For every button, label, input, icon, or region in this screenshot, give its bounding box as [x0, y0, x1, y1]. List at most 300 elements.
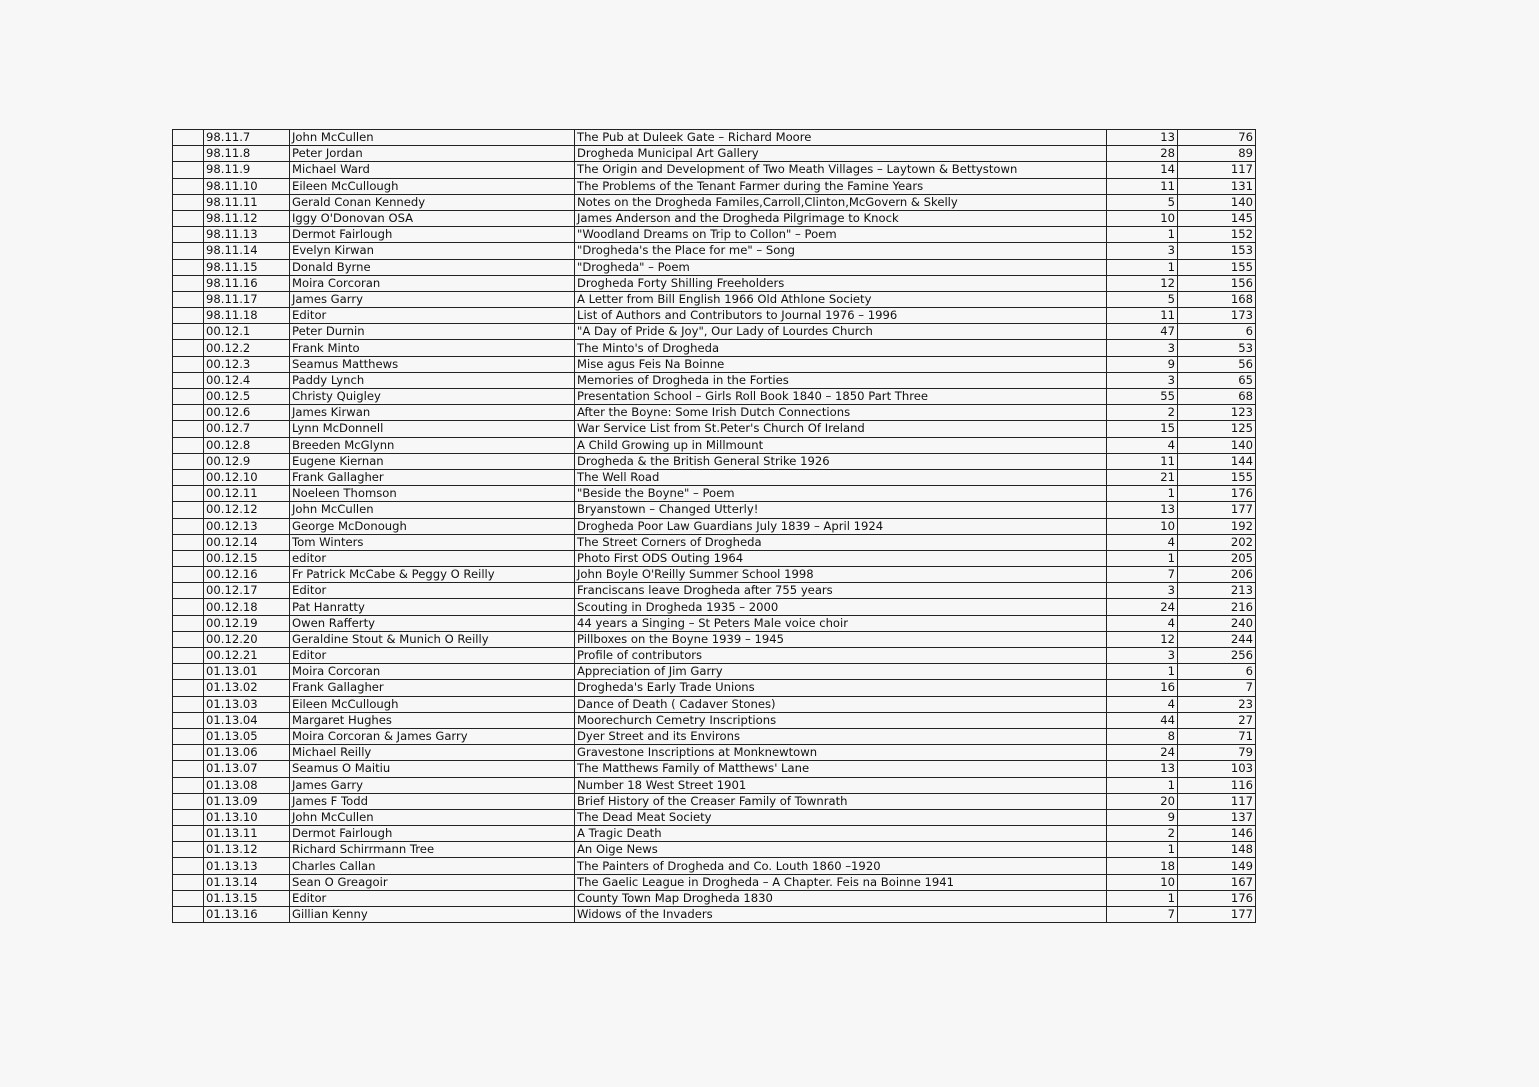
article-ref-cell: 98.11.15: [204, 259, 290, 275]
row-margin-cell: [173, 615, 204, 631]
table-row: [173, 275, 1256, 291]
start-page-cell: 149: [1178, 858, 1256, 874]
page-count-cell: 7: [1107, 907, 1178, 923]
start-page-cell: 176: [1178, 890, 1256, 906]
article-ref-cell: 01.13.05: [204, 728, 290, 744]
row-margin-cell: [173, 907, 204, 923]
author-cell: Evelyn Kirwan: [290, 243, 575, 259]
author-cell: Eileen McCullough: [290, 178, 575, 194]
table-row: [173, 615, 1256, 631]
article-title-cell: "Beside the Boyne" – Poem: [575, 486, 1107, 502]
start-page-cell: 176: [1178, 486, 1256, 502]
article-title-cell: Bryanstown – Changed Utterly!: [575, 502, 1107, 518]
author-cell: George McDonough: [290, 518, 575, 534]
author-cell: James Garry: [290, 777, 575, 793]
start-page-cell: 256: [1178, 648, 1256, 664]
article-title-cell: Pillboxes on the Boyne 1939 – 1945: [575, 631, 1107, 647]
row-margin-cell: [173, 162, 204, 178]
row-margin-cell: [173, 275, 204, 291]
article-ref-cell: 00.12.10: [204, 469, 290, 485]
article-ref-cell: 00.12.19: [204, 615, 290, 631]
author-cell: Editor: [290, 308, 575, 324]
article-ref-cell: 98.11.14: [204, 243, 290, 259]
author-cell: Gerald Conan Kennedy: [290, 194, 575, 210]
page-count-cell: 18: [1107, 858, 1178, 874]
table-row: [173, 745, 1256, 761]
page-count-cell: 16: [1107, 680, 1178, 696]
start-page-cell: 192: [1178, 518, 1256, 534]
author-cell: Noeleen Thomson: [290, 486, 575, 502]
row-margin-cell: [173, 874, 204, 890]
article-title-cell: The Origin and Development of Two Meath Villages – Laytown & Bettystown: [575, 162, 1107, 178]
page-count-cell: 1: [1107, 486, 1178, 502]
page-count-cell: 1: [1107, 550, 1178, 566]
author-cell: Frank Gallagher: [290, 680, 575, 696]
table-row: [173, 194, 1256, 210]
start-page-cell: 202: [1178, 534, 1256, 550]
article-title-cell: Photo First ODS Outing 1964: [575, 550, 1107, 566]
start-page-cell: 140: [1178, 437, 1256, 453]
article-title-cell: The Pub at Duleek Gate – Richard Moore: [575, 130, 1107, 146]
table-row: [173, 308, 1256, 324]
page-count-cell: 3: [1107, 372, 1178, 388]
table-row: [173, 631, 1256, 647]
article-ref-cell: 01.13.08: [204, 777, 290, 793]
row-margin-cell: [173, 809, 204, 825]
row-margin-cell: [173, 793, 204, 809]
page-count-cell: 2: [1107, 826, 1178, 842]
page-count-cell: 10: [1107, 518, 1178, 534]
article-ref-cell: 98.11.10: [204, 178, 290, 194]
article-title-cell: The Gaelic League in Drogheda – A Chapter. Feis na Boinne 1941: [575, 874, 1107, 890]
article-ref-cell: 01.13.11: [204, 826, 290, 842]
article-title-cell: A Tragic Death: [575, 826, 1107, 842]
row-margin-cell: [173, 518, 204, 534]
table-row: [173, 583, 1256, 599]
author-cell: Margaret Hughes: [290, 712, 575, 728]
article-title-cell: "Woodland Dreams on Trip to Collon" – Poem: [575, 227, 1107, 243]
page-count-cell: 13: [1107, 130, 1178, 146]
table-row: [173, 809, 1256, 825]
table-row: [173, 550, 1256, 566]
article-title-cell: The Problems of the Tenant Farmer during the Famine Years: [575, 178, 1107, 194]
table-row: [173, 874, 1256, 890]
row-margin-cell: [173, 890, 204, 906]
start-page-cell: 137: [1178, 809, 1256, 825]
article-title-cell: The Dead Meat Society: [575, 809, 1107, 825]
row-margin-cell: [173, 227, 204, 243]
author-cell: Seamus Matthews: [290, 356, 575, 372]
author-cell: Richard Schirrmann Tree: [290, 842, 575, 858]
start-page-cell: 144: [1178, 453, 1256, 469]
row-margin-cell: [173, 259, 204, 275]
article-ref-cell: 00.12.15: [204, 550, 290, 566]
article-title-cell: Memories of Drogheda in the Forties: [575, 372, 1107, 388]
author-cell: Tom Winters: [290, 534, 575, 550]
article-ref-cell: 00.12.6: [204, 405, 290, 421]
row-margin-cell: [173, 696, 204, 712]
table-row: [173, 146, 1256, 162]
row-margin-cell: [173, 194, 204, 210]
page-count-cell: 44: [1107, 712, 1178, 728]
row-margin-cell: [173, 405, 204, 421]
article-title-cell: List of Authors and Contributors to Journal 1976 – 1996: [575, 308, 1107, 324]
table-row: [173, 162, 1256, 178]
start-page-cell: 76: [1178, 130, 1256, 146]
page-count-cell: 2: [1107, 405, 1178, 421]
author-cell: Editor: [290, 583, 575, 599]
journal-index-table: [172, 129, 1256, 923]
page-count-cell: 5: [1107, 291, 1178, 307]
article-title-cell: Mise agus Feis Na Boinne: [575, 356, 1107, 372]
start-page-cell: 65: [1178, 372, 1256, 388]
table-row: [173, 421, 1256, 437]
author-cell: Seamus O Maitiu: [290, 761, 575, 777]
author-cell: Geraldine Stout & Munich O Reilly: [290, 631, 575, 647]
author-cell: James Kirwan: [290, 405, 575, 421]
article-ref-cell: 01.13.06: [204, 745, 290, 761]
start-page-cell: 125: [1178, 421, 1256, 437]
article-ref-cell: 00.12.11: [204, 486, 290, 502]
row-margin-cell: [173, 291, 204, 307]
article-ref-cell: 00.12.5: [204, 389, 290, 405]
article-ref-cell: 01.13.12: [204, 842, 290, 858]
page-count-cell: 9: [1107, 356, 1178, 372]
page-count-cell: 12: [1107, 631, 1178, 647]
row-margin-cell: [173, 130, 204, 146]
row-margin-cell: [173, 728, 204, 744]
start-page-cell: 206: [1178, 567, 1256, 583]
author-cell: Lynn McDonnell: [290, 421, 575, 437]
article-ref-cell: 00.12.14: [204, 534, 290, 550]
table-row: [173, 777, 1256, 793]
row-margin-cell: [173, 437, 204, 453]
author-cell: Dermot Fairlough: [290, 826, 575, 842]
article-title-cell: Appreciation of Jim Garry: [575, 664, 1107, 680]
author-cell: Sean O Greagoir: [290, 874, 575, 890]
row-margin-cell: [173, 664, 204, 680]
article-title-cell: Drogheda's Early Trade Unions: [575, 680, 1107, 696]
article-title-cell: The Street Corners of Drogheda: [575, 534, 1107, 550]
article-ref-cell: 01.13.01: [204, 664, 290, 680]
start-page-cell: 117: [1178, 793, 1256, 809]
article-title-cell: County Town Map Drogheda 1830: [575, 890, 1107, 906]
row-margin-cell: [173, 469, 204, 485]
start-page-cell: 155: [1178, 259, 1256, 275]
article-title-cell: Moorechurch Cemetry Inscriptions: [575, 712, 1107, 728]
row-margin-cell: [173, 858, 204, 874]
row-margin-cell: [173, 502, 204, 518]
start-page-cell: 117: [1178, 162, 1256, 178]
row-margin-cell: [173, 567, 204, 583]
start-page-cell: 89: [1178, 146, 1256, 162]
author-cell: Editor: [290, 890, 575, 906]
article-title-cell: The Matthews Family of Matthews' Lane: [575, 761, 1107, 777]
table-row: [173, 437, 1256, 453]
table-row: [173, 324, 1256, 340]
row-margin-cell: [173, 340, 204, 356]
article-title-cell: The Minto's of Drogheda: [575, 340, 1107, 356]
page-count-cell: 1: [1107, 664, 1178, 680]
article-title-cell: An Oige News: [575, 842, 1107, 858]
table-row: [173, 728, 1256, 744]
article-ref-cell: 01.13.16: [204, 907, 290, 923]
page-count-cell: 4: [1107, 615, 1178, 631]
page-count-cell: 13: [1107, 502, 1178, 518]
article-title-cell: Scouting in Drogheda 1935 – 2000: [575, 599, 1107, 615]
article-ref-cell: 00.12.20: [204, 631, 290, 647]
article-title-cell: A Child Growing up in Millmount: [575, 437, 1107, 453]
table-row: [173, 761, 1256, 777]
table-row: [173, 890, 1256, 906]
author-cell: Charles Callan: [290, 858, 575, 874]
page-count-cell: 12: [1107, 275, 1178, 291]
page-count-cell: 21: [1107, 469, 1178, 485]
author-cell: Moira Corcoran: [290, 664, 575, 680]
article-ref-cell: 00.12.4: [204, 372, 290, 388]
page-count-cell: 47: [1107, 324, 1178, 340]
table-row: [173, 826, 1256, 842]
article-ref-cell: 01.13.10: [204, 809, 290, 825]
table-row: [173, 502, 1256, 518]
table-row: [173, 599, 1256, 615]
article-title-cell: After the Boyne: Some Irish Dutch Connections: [575, 405, 1107, 421]
article-title-cell: James Anderson and the Drogheda Pilgrimage to Knock: [575, 210, 1107, 226]
author-cell: Eileen McCullough: [290, 696, 575, 712]
table-row: [173, 567, 1256, 583]
article-title-cell: Widows of the Invaders: [575, 907, 1107, 923]
start-page-cell: 155: [1178, 469, 1256, 485]
start-page-cell: 145: [1178, 210, 1256, 226]
row-margin-cell: [173, 583, 204, 599]
article-ref-cell: 98.11.17: [204, 291, 290, 307]
article-ref-cell: 00.12.9: [204, 453, 290, 469]
article-ref-cell: 01.13.03: [204, 696, 290, 712]
author-cell: Peter Durnin: [290, 324, 575, 340]
table-row: [173, 130, 1256, 146]
author-cell: John McCullen: [290, 502, 575, 518]
author-cell: Fr Patrick McCabe & Peggy O Reilly: [290, 567, 575, 583]
article-ref-cell: 00.12.12: [204, 502, 290, 518]
article-ref-cell: 98.11.13: [204, 227, 290, 243]
start-page-cell: 68: [1178, 389, 1256, 405]
article-title-cell: 44 years a Singing – St Peters Male voice choir: [575, 615, 1107, 631]
article-ref-cell: 00.12.13: [204, 518, 290, 534]
row-margin-cell: [173, 389, 204, 405]
author-cell: Iggy O'Donovan OSA: [290, 210, 575, 226]
start-page-cell: 205: [1178, 550, 1256, 566]
row-margin-cell: [173, 680, 204, 696]
article-title-cell: John Boyle O'Reilly Summer School 1998: [575, 567, 1107, 583]
start-page-cell: 156: [1178, 275, 1256, 291]
page-count-cell: 1: [1107, 777, 1178, 793]
author-cell: James Garry: [290, 291, 575, 307]
table-row: [173, 907, 1256, 923]
start-page-cell: 27: [1178, 712, 1256, 728]
row-margin-cell: [173, 308, 204, 324]
author-cell: Breeden McGlynn: [290, 437, 575, 453]
row-margin-cell: [173, 599, 204, 615]
author-cell: Eugene Kiernan: [290, 453, 575, 469]
author-cell: Editor: [290, 648, 575, 664]
table-row: [173, 842, 1256, 858]
page-count-cell: 7: [1107, 567, 1178, 583]
table-row: [173, 696, 1256, 712]
article-ref-cell: 00.12.1: [204, 324, 290, 340]
page-count-cell: 8: [1107, 728, 1178, 744]
start-page-cell: 213: [1178, 583, 1256, 599]
row-margin-cell: [173, 146, 204, 162]
table-row: [173, 372, 1256, 388]
table-row: [173, 712, 1256, 728]
row-margin-cell: [173, 826, 204, 842]
article-title-cell: Franciscans leave Drogheda after 755 years: [575, 583, 1107, 599]
author-cell: editor: [290, 550, 575, 566]
row-margin-cell: [173, 210, 204, 226]
page-count-cell: 9: [1107, 809, 1178, 825]
article-ref-cell: 01.13.15: [204, 890, 290, 906]
table-row: [173, 389, 1256, 405]
page-count-cell: 24: [1107, 599, 1178, 615]
page-count-cell: 1: [1107, 227, 1178, 243]
table-row: [173, 259, 1256, 275]
page-count-cell: 1: [1107, 259, 1178, 275]
table-row: [173, 243, 1256, 259]
article-ref-cell: 98.11.11: [204, 194, 290, 210]
article-ref-cell: 00.12.16: [204, 567, 290, 583]
start-page-cell: 152: [1178, 227, 1256, 243]
page-count-cell: 1: [1107, 842, 1178, 858]
article-title-cell: Drogheda & the British General Strike 1926: [575, 453, 1107, 469]
article-title-cell: A Letter from Bill English 1966 Old Athlone Society: [575, 291, 1107, 307]
row-margin-cell: [173, 453, 204, 469]
table-row: [173, 486, 1256, 502]
page-count-cell: 11: [1107, 308, 1178, 324]
row-margin-cell: [173, 712, 204, 728]
author-cell: Gillian Kenny: [290, 907, 575, 923]
author-cell: Frank Gallagher: [290, 469, 575, 485]
article-ref-cell: 00.12.7: [204, 421, 290, 437]
page-count-cell: 28: [1107, 146, 1178, 162]
start-page-cell: 103: [1178, 761, 1256, 777]
start-page-cell: 173: [1178, 308, 1256, 324]
start-page-cell: 7: [1178, 680, 1256, 696]
author-cell: Michael Reilly: [290, 745, 575, 761]
start-page-cell: 6: [1178, 664, 1256, 680]
article-ref-cell: 00.12.21: [204, 648, 290, 664]
start-page-cell: 177: [1178, 907, 1256, 923]
page-count-cell: 20: [1107, 793, 1178, 809]
article-ref-cell: 01.13.13: [204, 858, 290, 874]
row-margin-cell: [173, 777, 204, 793]
start-page-cell: 23: [1178, 696, 1256, 712]
author-cell: Pat Hanratty: [290, 599, 575, 615]
article-title-cell: "A Day of Pride & Joy", Our Lady of Lourdes Church: [575, 324, 1107, 340]
table-row: [173, 453, 1256, 469]
row-margin-cell: [173, 243, 204, 259]
article-ref-cell: 98.11.12: [204, 210, 290, 226]
row-margin-cell: [173, 421, 204, 437]
start-page-cell: 131: [1178, 178, 1256, 194]
start-page-cell: 71: [1178, 728, 1256, 744]
page-count-cell: 3: [1107, 340, 1178, 356]
start-page-cell: 216: [1178, 599, 1256, 615]
journal-index-body: [173, 130, 1256, 923]
author-cell: Moira Corcoran & James Garry: [290, 728, 575, 744]
article-title-cell: The Well Road: [575, 469, 1107, 485]
author-cell: Peter Jordan: [290, 146, 575, 162]
article-title-cell: "Drogheda" – Poem: [575, 259, 1107, 275]
author-cell: Paddy Lynch: [290, 372, 575, 388]
table-row: [173, 518, 1256, 534]
author-cell: Michael Ward: [290, 162, 575, 178]
article-title-cell: Presentation School – Girls Roll Book 1840 – 1850 Part Three: [575, 389, 1107, 405]
start-page-cell: 116: [1178, 777, 1256, 793]
table-row: [173, 210, 1256, 226]
row-margin-cell: [173, 745, 204, 761]
table-row: [173, 793, 1256, 809]
page-count-cell: 4: [1107, 437, 1178, 453]
row-margin-cell: [173, 486, 204, 502]
table-row: [173, 227, 1256, 243]
article-ref-cell: 00.12.8: [204, 437, 290, 453]
article-ref-cell: 98.11.7: [204, 130, 290, 146]
article-ref-cell: 01.13.04: [204, 712, 290, 728]
page-count-cell: 15: [1107, 421, 1178, 437]
article-ref-cell: 00.12.18: [204, 599, 290, 615]
article-title-cell: Gravestone Inscriptions at Monknewtown: [575, 745, 1107, 761]
start-page-cell: 53: [1178, 340, 1256, 356]
article-ref-cell: 01.13.07: [204, 761, 290, 777]
start-page-cell: 123: [1178, 405, 1256, 421]
table-row: [173, 291, 1256, 307]
page-count-cell: 1: [1107, 890, 1178, 906]
row-margin-cell: [173, 842, 204, 858]
author-cell: Donald Byrne: [290, 259, 575, 275]
author-cell: Frank Minto: [290, 340, 575, 356]
start-page-cell: 79: [1178, 745, 1256, 761]
row-margin-cell: [173, 761, 204, 777]
article-title-cell: The Painters of Drogheda and Co. Louth 1860 –1920: [575, 858, 1107, 874]
page-count-cell: 5: [1107, 194, 1178, 210]
table-row: [173, 534, 1256, 550]
row-margin-cell: [173, 534, 204, 550]
page-count-cell: 10: [1107, 210, 1178, 226]
page-count-cell: 3: [1107, 583, 1178, 599]
article-ref-cell: 98.11.8: [204, 146, 290, 162]
row-margin-cell: [173, 631, 204, 647]
author-cell: John McCullen: [290, 130, 575, 146]
start-page-cell: 153: [1178, 243, 1256, 259]
start-page-cell: 240: [1178, 615, 1256, 631]
article-ref-cell: 98.11.18: [204, 308, 290, 324]
article-title-cell: Dance of Death ( Cadaver Stones): [575, 696, 1107, 712]
table-row: [173, 340, 1256, 356]
author-cell: James F Todd: [290, 793, 575, 809]
page-count-cell: 11: [1107, 178, 1178, 194]
start-page-cell: 140: [1178, 194, 1256, 210]
table-row: [173, 469, 1256, 485]
table-row: [173, 664, 1256, 680]
start-page-cell: 146: [1178, 826, 1256, 842]
article-title-cell: Drogheda Municipal Art Gallery: [575, 146, 1107, 162]
author-cell: Dermot Fairlough: [290, 227, 575, 243]
row-margin-cell: [173, 648, 204, 664]
table-row: [173, 680, 1256, 696]
page-count-cell: 55: [1107, 389, 1178, 405]
start-page-cell: 56: [1178, 356, 1256, 372]
row-margin-cell: [173, 372, 204, 388]
